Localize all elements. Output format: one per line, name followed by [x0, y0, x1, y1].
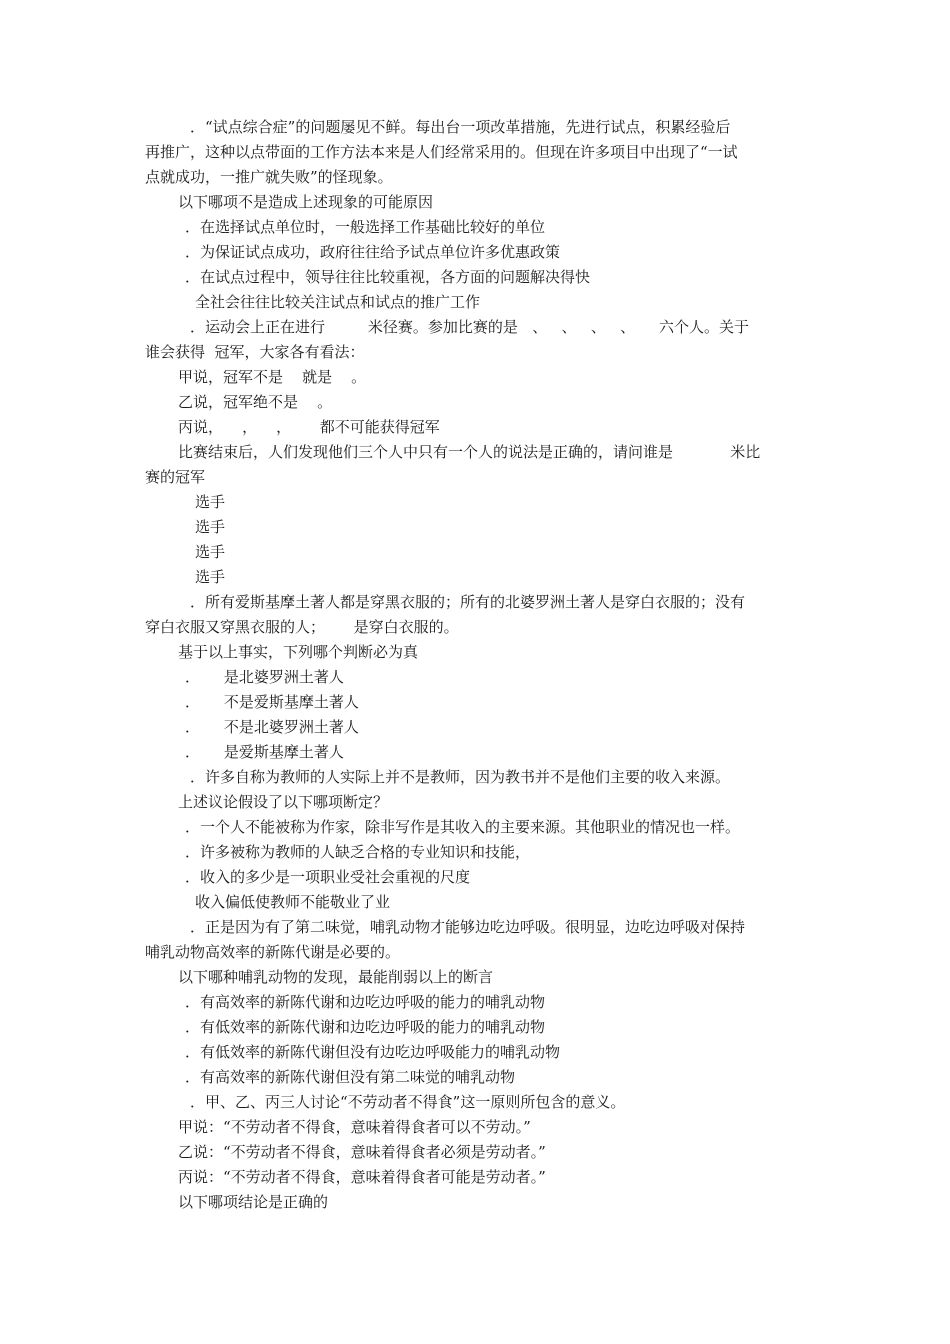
q1-option-a: ．在选择试点单位时，一般选择工作基础比较好的单位: [185, 218, 546, 236]
q3-stem-line-2: 穿白衣服又穿黑衣服的人； 是穿白衣服的。: [145, 618, 459, 636]
q2-option-d: 选手: [195, 568, 226, 586]
q6-statement-yi: 乙说：“不劳动者不得食，意味着得食者必须是劳动者。”: [178, 1143, 546, 1161]
q5-question: 以下哪种哺乳动物的发现，最能削弱以上的断言: [178, 968, 494, 986]
q1-stem-line-3: 点就成功，一推广就失败”的怪现象。: [145, 168, 393, 186]
q4-option-b: ．许多被称为教师的人缺乏合格的专业知识和技能，: [185, 843, 531, 861]
q3-option-c: ． 不是北婆罗洲土著人: [185, 718, 359, 736]
q1-option-c: ．在试点过程中，领导往往比较重视，各方面的问题解决得快: [185, 268, 591, 286]
q6-statement-bing: 丙说：“不劳动者不得食，意味着得食者可能是劳动者。”: [178, 1168, 546, 1186]
q1-stem-line-1: ．“试点综合症”的问题屡见不鲜。每出台一项改革措施，先进行试点，积累经验后: [190, 118, 731, 136]
q5-option-a: ．有高效率的新陈代谢和边吃边呼吸的能力的哺乳动物: [185, 993, 546, 1011]
q4-option-d: 收入偏低使教师不能敬业了业: [195, 893, 391, 911]
q1-option-d: 全社会往往比较关注试点和试点的推广工作: [195, 293, 481, 311]
q2-statement-bing: 丙说， ， ， 都不可能获得冠军: [178, 418, 440, 436]
q2-option-a: 选手: [195, 493, 226, 511]
q6-statement-jia: 甲说：“不劳动者不得食，意味着得食者可以不劳动。”: [178, 1118, 531, 1136]
q5-option-d: ．有高效率的新陈代谢但没有第二味觉的哺乳动物: [185, 1068, 516, 1086]
q1-stem-line-2: 再推广，这种以点带面的工作方法本来是人们经常采用的。但现在许多项目中出现了“一试: [145, 143, 738, 161]
q3-stem-line-1: ．所有爱斯基摩土著人都是穿黑衣服的；所有的北婆罗洲土著人是穿白衣服的；没有: [190, 593, 746, 611]
q4-option-c: ．收入的多少是一项职业受社会重视的尺度: [185, 868, 471, 886]
q2-question-line-2: 赛的冠军: [145, 468, 206, 486]
q2-statement-jia: 甲说，冠军不是 就是 。: [178, 368, 367, 386]
q1-option-b: ．为保证试点成功，政府往往给予试点单位许多优惠政策: [185, 243, 561, 261]
q6-stem: ．甲、乙、丙三人讨论“不劳动者不得食”这一原则所包含的意义。: [190, 1093, 626, 1111]
q6-question: 以下哪项结论是正确的: [178, 1193, 329, 1211]
q2-option-b: 选手: [195, 518, 226, 536]
q5-option-b: ．有低效率的新陈代谢和边吃边呼吸的能力的哺乳动物: [185, 1018, 546, 1036]
q3-option-d: ． 是爱斯基摩土著人: [185, 743, 344, 761]
q5-option-c: ．有低效率的新陈代谢但没有边吃边呼吸能力的哺乳动物: [185, 1043, 561, 1061]
q4-option-a: ．一个人不能被称为作家，除非写作是其收入的主要来源。其他职业的情况也一样。: [185, 818, 741, 836]
q2-question-line-1: 比赛结束后，人们发现他们三个人中只有一个人的说法是正确的，请问谁是 米比: [178, 443, 761, 461]
q4-stem: ．许多自称为教师的人实际上并不是教师，因为教书并不是他们主要的收入来源。: [190, 768, 731, 786]
q5-stem-line-1: ．正是因为有了第二味觉，哺乳动物才能够边吃边呼吸。很明显，边吃边呼吸对保持: [190, 918, 746, 936]
q2-option-c: 选手: [195, 543, 226, 561]
q3-option-a: ． 是北婆罗洲土著人: [185, 668, 344, 686]
q2-stem-line-1: ．运动会上正在进行 米径赛。参加比赛的是 、 、 、 、 六个人。关于: [190, 318, 749, 336]
q2-stem-line-2: 谁会获得 冠军，大家各有看法：: [145, 343, 365, 361]
q5-stem-line-2: 哺乳动物高效率的新陈代谢是必要的。: [145, 943, 401, 961]
q2-statement-yi: 乙说，冠军绝不是 。: [178, 393, 333, 411]
q1-question: 以下哪项不是造成上述现象的可能原因: [178, 193, 434, 211]
q3-question: 基于以上事实，下列哪个判断必为真: [178, 643, 419, 661]
q3-option-b: ． 不是爱斯基摩土著人: [185, 693, 359, 711]
q4-question: 上述议论假设了以下哪项断定？: [178, 793, 389, 811]
